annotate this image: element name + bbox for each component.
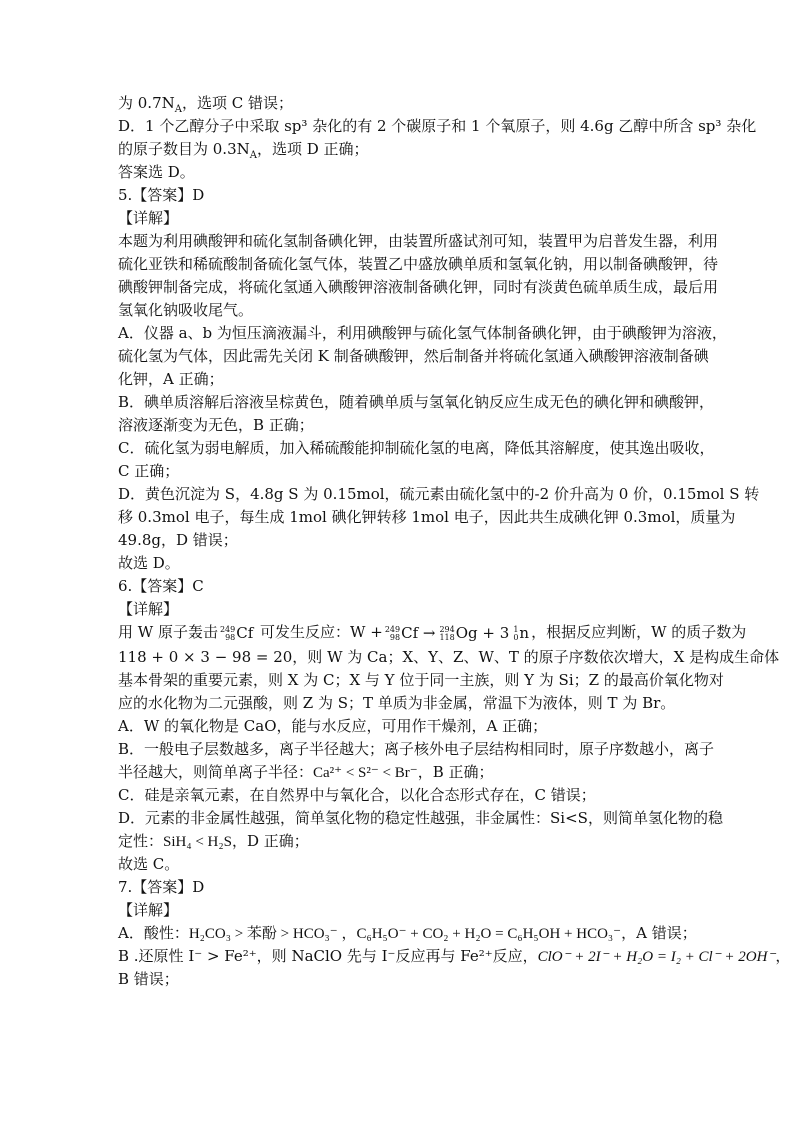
text-line: 碘酸钾制备完成，将硫化氢通入碘酸钾溶液制备碘化钾，同时有淡黄色硫单质生成，最后用 (118, 278, 719, 296)
nuclide-cf-2: 249 98 Cf → (384, 623, 436, 642)
text-line: B．一般电子层数越多，离子半径越大；离子核外电子层结构相同时，原子序数越小，离子 (118, 740, 715, 758)
answer-heading: 5.【答案】D (118, 186, 205, 204)
explain-heading: 【详解】 (118, 209, 179, 227)
text-line: B 错误； (118, 970, 179, 988)
text-line: A．W 的氧化物是 CaO，能与水反应，可用作干燥剂，A 正确； (118, 717, 548, 735)
text-line: 故选 D。 (118, 554, 180, 572)
text-line: 答案选 D。 (118, 163, 195, 181)
text-line: 溶液逐渐变为无色，B 正确； (118, 416, 314, 434)
text-line: 49.8g，D 错误； (118, 531, 238, 549)
text-line: 移 0.3mol 电子，每生成 1mol 碘化钾转移 1mol 电子，因此共生成碘化钾 0.3mol，质量为 (118, 508, 736, 526)
text-line: C．硅是亲氧元素，在自然界中与氧化合，以化合态形式存在，C 错误； (118, 786, 596, 804)
text-line: C．硫化氢为弱电解质，加入稀硫酸能抑制硫化氢的电离，降低其溶解度，使其逸出吸收， (118, 439, 715, 457)
text-line: 硫化亚铁和稀硫酸制备硫化氢气体，装置乙中盛放碘单质和氢氧化钠，用以制备碘酸钾，待 (118, 255, 719, 273)
explain-heading: 【详解】 (118, 600, 179, 618)
nuclide-og: 294 118 Og + 3 (439, 623, 510, 642)
hydride-formula: SiH₄ < H₂S (163, 834, 232, 850)
text-line: 故选 C。 (118, 855, 180, 873)
text-line: 应的水化物为二元强酸，则 Z 为 S；T 单质为非金属，常温下为液体，则 T 为 Br。 (118, 694, 676, 712)
text-line: D．元素的非金属性越强，简单氢化物的稳定性越强，非金属性：Si<S，则简单氢化物的稳 (118, 809, 723, 827)
redox-formula: ClO⁻ + 2I⁻ + H₂O = I₂ + Cl⁻ + 2OH⁻ (537, 949, 776, 965)
text-line: 本题为利用碘酸钾和硫化氢制备碘化钾，由装置所盛试剂可知，装置甲为启普发生器，利用 (118, 232, 719, 250)
text-line: D．黄色沉淀为 S，4.8g S 为 0.15mol，硫元素由硫化氢中的-2 价升高为 0 价，0.15mol S 转 (118, 485, 760, 503)
answer-heading: 7.【答案】D (118, 878, 205, 896)
text-line: A．酸性：H₂CO₃ > 苯酚 > HCO₃⁻ ，C₆H₅O⁻ + CO₂ + H₂O = C₆H₅OH + HCO₃⁻，A 错误； (118, 924, 697, 942)
explain-heading: 【详解】 (118, 901, 179, 919)
nuclide-n: 1 0 n (513, 623, 530, 642)
reaction-line: 用 W 原子轰击 249 98 Cf 可发生反应：W + 249 98 Cf → 294 118 Og + 3 1 0 n ，根据反应判断，W 的质子数为 (118, 621, 678, 646)
text-line: 为 $0.7N_A$，选项 C 错误； (118, 94, 293, 115)
text-line: C 正确； (118, 462, 180, 480)
text-line: A．仪器 a、b 为恒压滴液漏斗，利用碘酸钾与硫化氢气体制备碘化钾，由于碘酸钾为溶液， (118, 324, 727, 342)
text-line: 半径越大，则简单离子半径：Ca²⁺ < S²⁻ < Br⁻，B 正确； (118, 763, 494, 781)
text-line: B．碘单质溶解后溶液呈棕黄色，随着碘单质与氢氧化钠反应生成无色的碘化钾和碘酸钾， (118, 393, 715, 411)
text-line: 氢氧化钠吸收尾气。 (118, 301, 254, 319)
text-line: 化钾，A 正确； (118, 370, 224, 388)
answer-heading: 6.【答案】C (118, 577, 204, 595)
document-page (118, 92, 791, 991)
text-line: 定性：SiH₄ < H₂S，D 正确； (118, 832, 309, 850)
text-line: 基本骨架的重要元素，则 X 为 C；X 与 Y 位于同一主族，则 Y 为 Si；Z 的最高价氧化物对 (118, 671, 724, 689)
acidity-formula: H₂CO₃ > 苯酚 > HCO₃⁻ ，C₆H₅O⁻ + CO₂ + H₂O = C₆H₅OH + HCO₃⁻ (188, 926, 622, 942)
text-line: 硫化氢为气体，因此需先关闭 K 制备碘酸钾，然后制备并将硫化氢通入碘酸钾溶液制备碘 (118, 347, 709, 365)
nuclide-cf: 249 98 Cf (219, 623, 254, 642)
text-line: D．1 个乙醇分子中采取 sp³ 杂化的有 2 个碳原子和 1 个氧原子，则 4.6g 乙醇中所含 sp³ 杂化 (118, 117, 757, 135)
ion-radius-formula: Ca²⁺ < S²⁻ < Br⁻ (313, 765, 418, 781)
text-line: 118 + 0 × 3 − 98 = 20，则 W 为 Ca；X、Y、Z、W、T 的原子序数依次增大，X 是构成生命体 (118, 648, 780, 666)
text-line: 的原子数目为 $0.3N_A$，选项 D 正确； (118, 140, 369, 161)
text-line: B .还原性 I⁻ > Fe²⁺，则 NaClO 先与 I⁻反应再与 Fe²⁺反应，ClO⁻ + 2I⁻ + H₂O = I₂ + Cl⁻ + 2OH⁻， (118, 947, 791, 965)
